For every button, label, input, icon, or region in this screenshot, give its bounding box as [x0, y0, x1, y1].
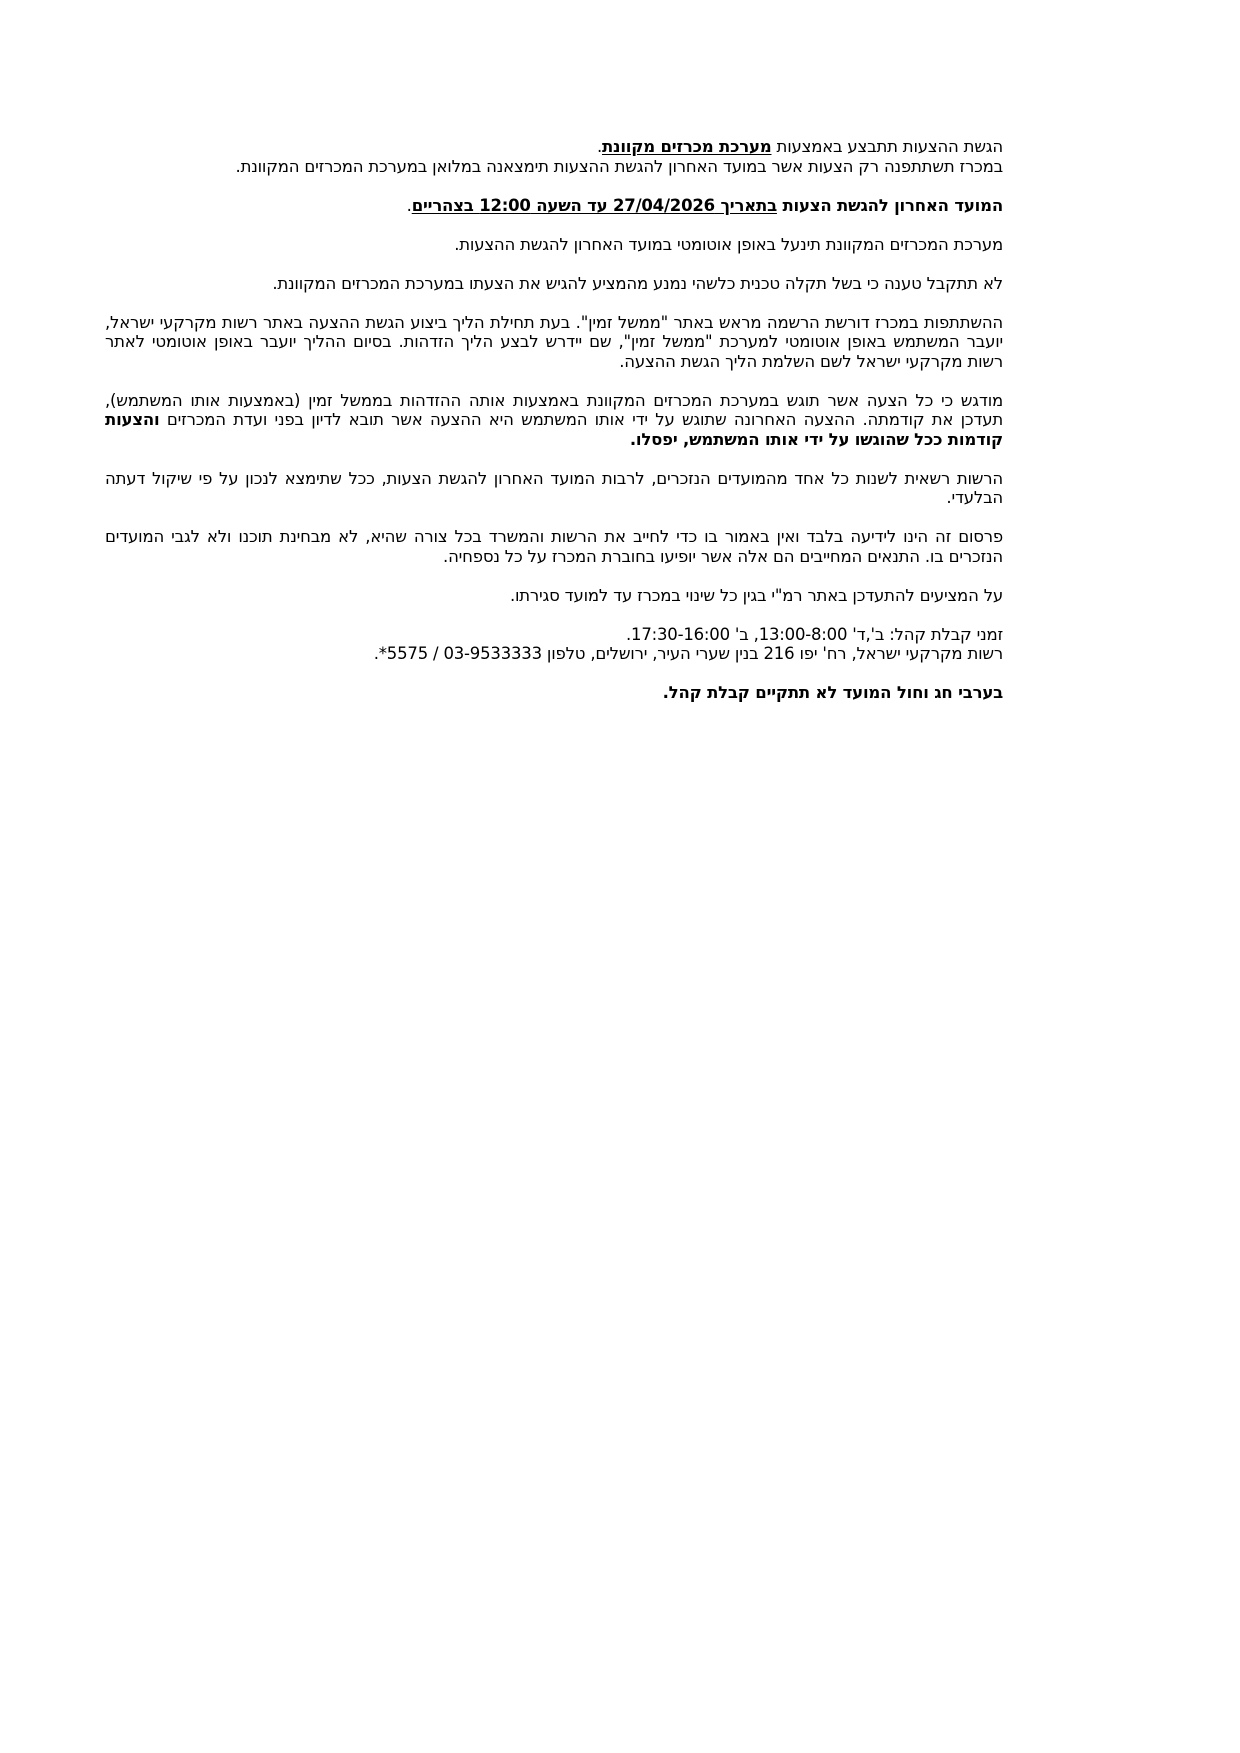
online-tender-system-link-text: מערכת מכרזים מקוונת: [601, 137, 772, 156]
tender-notice-document: [105, 137, 1003, 722]
submission-method-line: [105, 137, 1003, 157]
deadline-datetime: בתאריך 27/04/2026 עד השעה 12:00 בצהריים: [411, 195, 777, 215]
holiday-notice: בערבי חג וחול המועד לא תתקיים קבלת קהל.: [662, 683, 1003, 702]
period: .: [596, 137, 602, 156]
submission-method-text: הגשת ההצעות תתבצע באמצעות: [771, 137, 1003, 156]
deadline-label: המועד האחרון להגשת הצעות: [776, 195, 1003, 215]
latest-offer-text: מודגש כי כל הצעה אשר תוגש במערכת המכרזים המקוונת באמצעות אותה ההזדהות בממשל זמין (באמצעות אותו המשתמש), תעדכן את קודמתה. ההצעה האחרונה שתוגש על ידי אותו המשתמש היא ההצעה אשר תובא לדיון בפני ועדת המכרזים: [105, 390, 1003, 429]
contact-paragraph: [105, 625, 1003, 664]
period: .: [406, 195, 412, 215]
auto-lock-paragraph: מערכת המכרזים המקוונת תינעל באופן אוטומטי במועד האחרון להגשת ההצעות.: [454, 234, 1003, 254]
address-and-phone: רשות מקרקעי ישראל, רח' יפו 216 בנין שערי העיר, ירושלים, טלפון 03-9533333 / 5575*.: [373, 644, 1003, 663]
deadline-paragraph: [105, 196, 1003, 216]
authority-rights-paragraph: הרשות רשאית לשנות כל אחד מהמועדים הנזכרים, לרבות המועד האחרון להגשת הצעות, ככל שתימצא לנכון על פי שיקול דעתה הבלעדי.: [105, 468, 1003, 507]
registration-paragraph: ההשתתפות במכרז דורשת הרשמה מראש באתר "ממשל זמין". בעת תחילת הליך ביצוע הגשת ההצעה באתר רשות מקרקעי ישראל, יועבר המשתמש באופן אוטומטי למערכת "ממשל זמין", שם יידרש לבצע הליך הזדהות. בסיום ההליך יועבר באופן אוטומטי לאתר רשות מקרקעי ישראל לשם השלמת הליך הגשת ההצעה.: [105, 312, 1003, 371]
full-submission-requirement: במכרז תשתתפנה רק הצעות אשר במועד האחרון להגשת ההצעות תימצאנה במלואן במערכת המכרזים המקוונת.: [235, 156, 1003, 176]
previous-offers-disqualified-text: והצעות קודמות ככל שהוגשו על ידי אותו המשתמש, יפסלו.: [105, 410, 1003, 449]
submission-method-paragraph: [105, 137, 1003, 176]
reception-hours: זמני קבלת קהל: ב',ד' 13:00-8:00, ב' 17:30-16:00.: [625, 624, 1003, 644]
stay-updated-paragraph: על המציעים להתעדכן באתר רמ"י בגין כל שינוי במכרז עד למועד סגירתו.: [509, 585, 1003, 605]
no-technical-claim-paragraph: לא תתקבל טענה כי בשל תקלה טכנית כלשהי נמנע מהמציע להגיש את הצעתו במערכת המכרזים המקוונת.: [272, 273, 1003, 293]
latest-offer-paragraph: [105, 391, 1003, 450]
disclaimer-paragraph: פרסום זה הינו לידיעה בלבד ואין באמור בו כדי לחייב את הרשות והמשרד בכל צורה שהיא, לא מבחינת תוכנו ולא לגבי המועדים הנזכרים בו. התנאים המחייבים הם אלה אשר יופיעו בחוברת המכרז על כל נספחיה.: [105, 527, 1003, 566]
